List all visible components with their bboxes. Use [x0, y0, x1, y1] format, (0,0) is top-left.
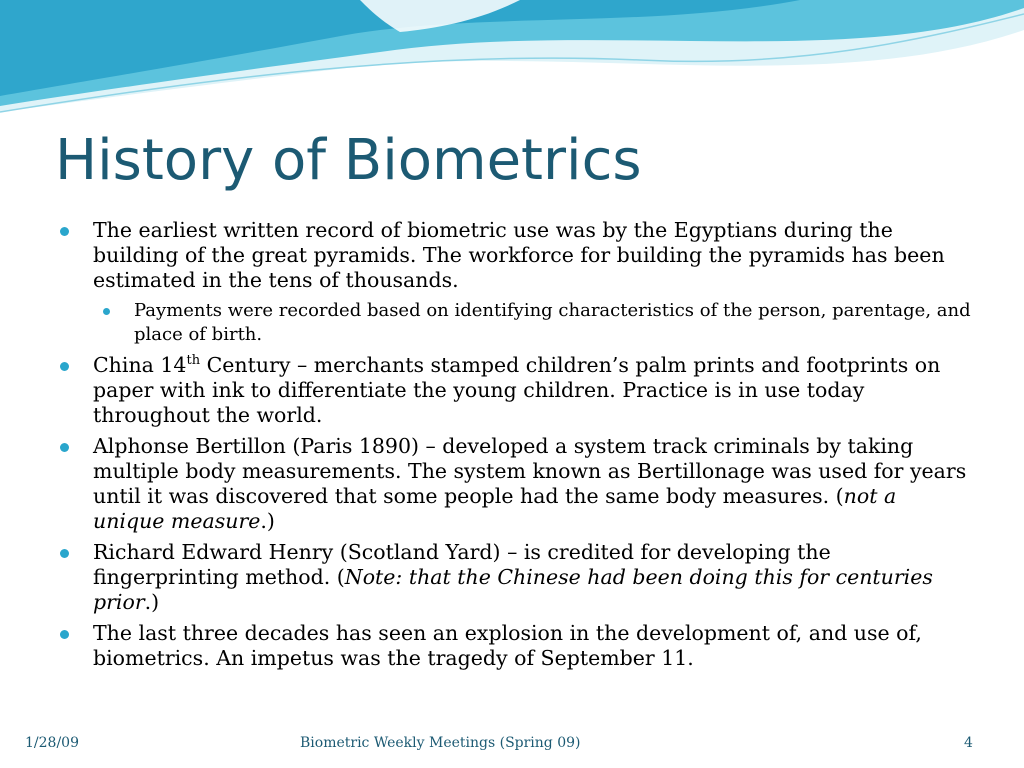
- bullet-dot-icon: [60, 227, 69, 236]
- bullet-dot-icon: [60, 549, 69, 558]
- bullet-text-pre: Alphonse Bertillon (Paris 1890) – developed a system track criminals by taking multiple body measurements. The system known as Bertillonage was used for years until it was discovered that some people had the same body measures. (: [93, 434, 967, 508]
- bullet-egyptians: [58, 218, 973, 293]
- bullet-text-pre: China 14: [93, 353, 187, 377]
- bullet-dot-icon: [60, 630, 69, 639]
- bullet-italic-note: not a unique measure: [93, 484, 897, 533]
- bullet-text-pre: Richard Edward Henry (Scotland Yard) – is credited for developing the fingerprinting method. (: [93, 540, 831, 589]
- bullet-text-post: .): [144, 590, 160, 614]
- bullet-dot-icon: [103, 308, 110, 315]
- sub-bullet-payments: [99, 299, 973, 347]
- footer-date: 1/28/09: [25, 735, 79, 751]
- header-wave-decoration: [0, 0, 1024, 120]
- bullet-henry: [58, 540, 973, 615]
- bullet-dot-icon: [60, 443, 69, 452]
- bullet-text: Payments were recorded based on identifying characteristics of the person, parentage, and place of birth.: [134, 300, 971, 345]
- bullet-text-post: Century – merchants stamped children’s palm prints and footprints on paper with ink to differentiate the young children. Practice is in use today throughout the world.: [93, 353, 941, 427]
- bullet-italic-note: Note: that the Chinese had been doing this for centuries prior: [93, 565, 933, 614]
- bullet-list: [58, 218, 973, 677]
- bullet-bertillon: [58, 434, 973, 534]
- bullet-text: The earliest written record of biometric use was by the Egyptians during the building of the great pyramids. The workforce for building the pyramids has been estimated in the tens of thousands.: [93, 218, 945, 292]
- bullet-text-post: .): [260, 509, 275, 533]
- superscript-th: th: [186, 353, 201, 369]
- slide-title: History of Biometrics: [55, 128, 642, 193]
- bullet-china: [58, 353, 973, 428]
- bullet-text: The last three decades has seen an explosion in the development of, and use of, biometrics. An impetus was the tragedy of September 11.: [93, 621, 922, 670]
- bullet-last-three-decades: [58, 621, 973, 671]
- footer-page-number: 4: [964, 735, 973, 751]
- footer-title: Biometric Weekly Meetings (Spring 09): [300, 735, 581, 751]
- bullet-dot-icon: [60, 362, 69, 371]
